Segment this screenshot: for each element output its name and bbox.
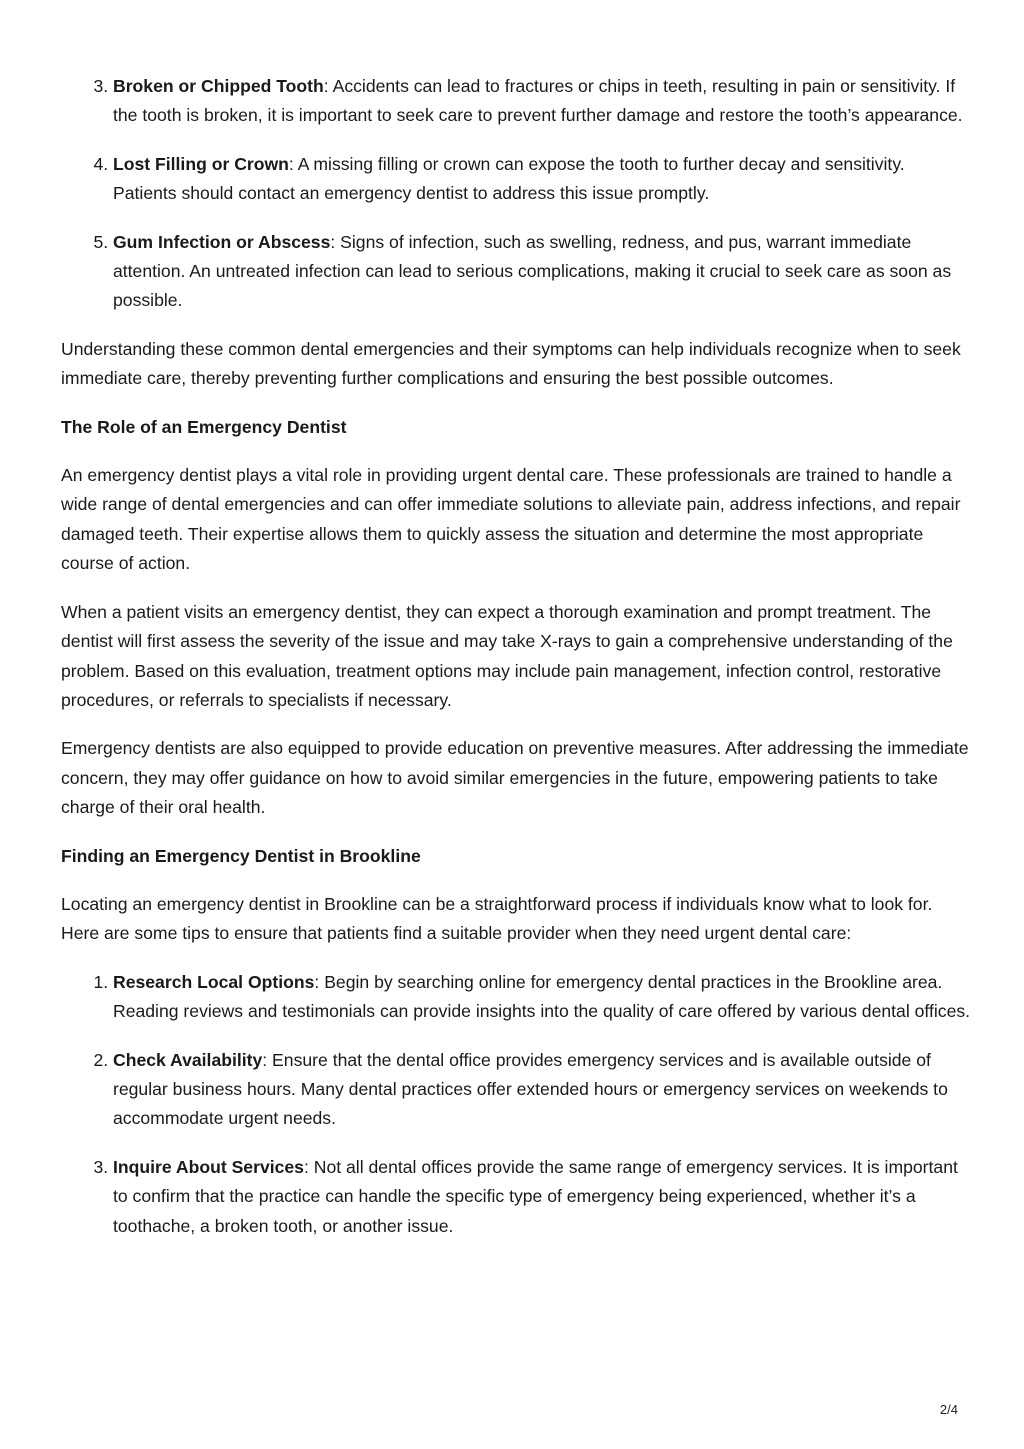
list-item-text: : Signs of infection, such as swelling, redness, and pus, warrant immediate attention. An untreated infection can lead to serious complications, making it crucial to seek care as soon as possible. xyxy=(113,231,952,311)
list-item xyxy=(113,968,971,1027)
list-item-text: : A missing filling or crown can expose the tooth to further decay and sensitivity. Patients should contact an emergency dentist to address this issue promptly. xyxy=(113,153,905,204)
list-item-term: Lost Filling or Crown xyxy=(113,153,289,174)
list-item xyxy=(113,228,971,316)
section-heading-finding: Finding an Emergency Dentist in Brookline xyxy=(61,845,421,866)
list-item xyxy=(113,1046,971,1134)
tips-list xyxy=(61,968,971,1241)
document-page xyxy=(61,72,971,1260)
paragraph-understanding: Understanding these common dental emergencies and their symptoms can help individuals recognize when to seek immediate care, thereby preventing further complications and ensuring the best possible outcomes. xyxy=(61,338,961,389)
paragraph-patient-visit: When a patient visits an emergency dentist, they can expect a thorough examination and prompt treatment. The dentist will first assess the severity of the issue and may take X-rays to gain a comprehensive understanding of the problem. Based on this evaluation, treatment options may include pain management, infection control, restorative procedures, or referrals to specialists if necessary. xyxy=(61,601,953,710)
paragraph-education: Emergency dentists are also equipped to provide education on preventive measures. After addressing the immediate concern, they may offer guidance on how to avoid similar emergencies in the future, empowering patients to take charge of their oral health. xyxy=(61,738,969,818)
list-item-term: Broken or Chipped Tooth xyxy=(113,76,324,96)
paragraph-role-intro: An emergency dentist plays a vital role in providing urgent dental care. These professionals are trained to handle a wide range of dental emergencies and can offer immediate solutions to alleviate pain, address infections, and repair damaged teeth. Their expertise allows them to quickly assess the situation and determine the most appropriate course of action. xyxy=(61,465,961,574)
list-item xyxy=(113,1153,971,1241)
list-item xyxy=(113,72,971,131)
list-item-text: : Ensure that the dental office provides emergency services and is available outside of regular business hours. Many dental practices offer extended hours or emergency services on weekends to accommodate urgent needs. xyxy=(113,1049,948,1129)
section-heading-role: The Role of an Emergency Dentist xyxy=(61,416,347,437)
list-item-text: : Accidents can lead to fractures or chips in teeth, resulting in pain or sensitivity. If the tooth is broken, it is important to seek care to prevent further damage and restore the tooth’s appearance. xyxy=(113,76,963,126)
page-number: 2/4 xyxy=(939,1402,958,1417)
list-item xyxy=(113,150,971,209)
list-item-text: : Not all dental offices provide the same range of emergency services. It is important to confirm that the practice can handle the specific type of emergency being experienced, whether it’s a toothache, a broken tooth, or another issue. xyxy=(113,1156,958,1236)
list-item-term: Inquire About Services xyxy=(113,1156,304,1177)
list-item-term: Gum Infection or Abscess xyxy=(113,231,331,252)
list-item-term: Research Local Options xyxy=(113,971,315,992)
emergency-types-list xyxy=(61,72,971,316)
list-item-text: : Begin by searching online for emergency dental practices in the Brookline area. Reading reviews and testimonials can provide insights into the quality of care offered by various dental offices. xyxy=(113,971,971,1022)
list-item-term: Check Availability xyxy=(113,1049,263,1070)
paragraph-locating: Locating an emergency dentist in Brookline can be a straightforward process if individuals know what to look for. Here are some tips to ensure that patients find a suitable provider when they need urgent dental care: xyxy=(61,893,933,944)
